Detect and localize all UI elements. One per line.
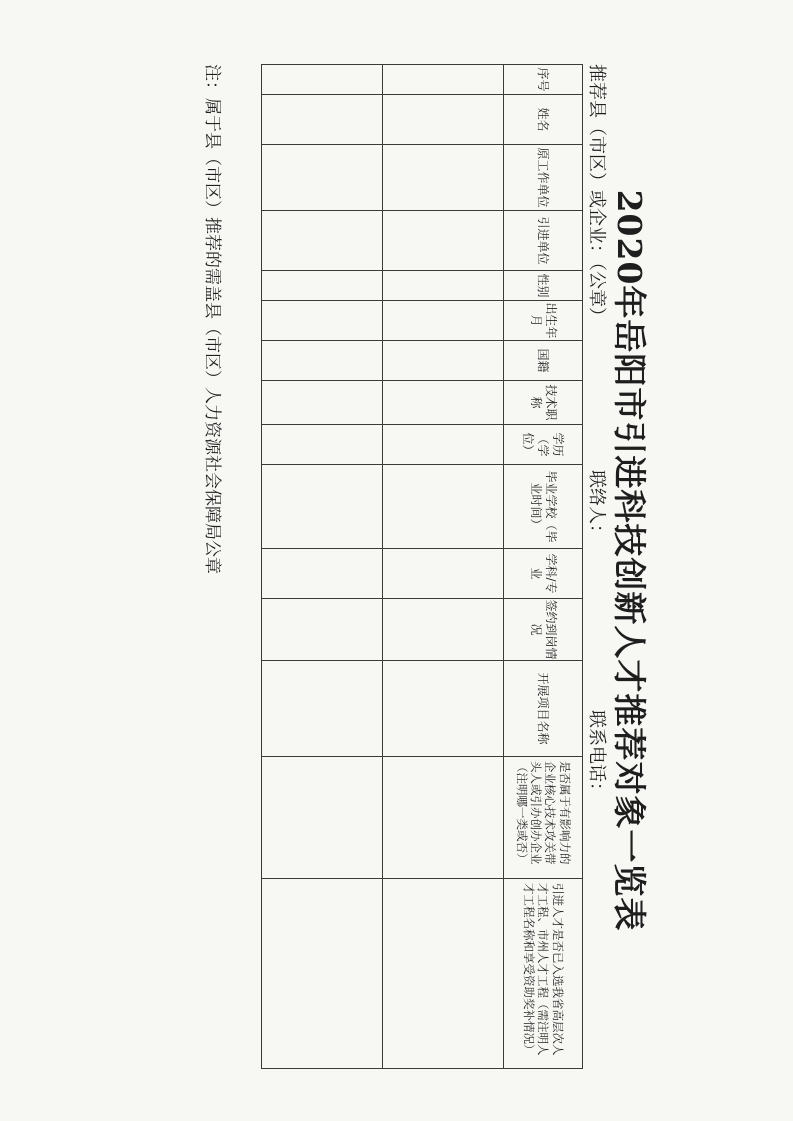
table-cell[interactable] — [262, 425, 383, 465]
table-cell[interactable] — [262, 549, 383, 599]
table-cell[interactable] — [262, 301, 383, 341]
table-cell[interactable] — [383, 271, 504, 301]
header-nationality: 国籍 — [504, 341, 583, 381]
header-hiring-unit: 引进单位 — [504, 211, 583, 271]
table-cell[interactable] — [383, 599, 504, 661]
header-education: 学历（学位） — [504, 425, 583, 465]
table-cell[interactable] — [262, 757, 383, 879]
table-cell[interactable] — [383, 661, 504, 757]
contact-person-field: 联络人： — [586, 470, 607, 542]
table-cell[interactable] — [383, 65, 504, 95]
table-cell[interactable] — [383, 549, 504, 599]
header-technical-title: 技术职称 — [504, 381, 583, 425]
document-title: 2020年岳阳市引进科技创新人才推荐对象一览表 — [610, 189, 649, 932]
header-birth-date: 出生年月 — [504, 301, 583, 341]
table-cell[interactable] — [262, 661, 383, 757]
table-row — [383, 65, 504, 1069]
table-cell[interactable] — [262, 65, 383, 95]
table-cell[interactable] — [262, 465, 383, 549]
header-graduate-school: 毕业学校（毕业时间） — [504, 465, 583, 549]
header-project-name: 开展项目名称 — [504, 661, 583, 757]
table-row — [262, 65, 383, 1069]
table-cell[interactable] — [262, 599, 383, 661]
table-cell[interactable] — [383, 145, 504, 211]
recommender-field: 推荐县（市区）或企业：（公章） — [586, 64, 607, 325]
candidate-table — [261, 64, 583, 1069]
table-cell[interactable] — [262, 211, 383, 271]
table-cell[interactable] — [383, 341, 504, 381]
header-name: 姓名 — [504, 95, 583, 145]
contact-phone-field: 联系电话： — [586, 710, 607, 800]
header-gender: 性别 — [504, 271, 583, 301]
header-core-tech-leader: 是否属于有影响力的企业核心技术攻关带头人或引办创办企业（注明哪一类或否） — [504, 757, 583, 879]
header-discipline: 学科/专业 — [504, 549, 583, 599]
footnote: 注：属于县（市区）推荐的需盖县（市区）人力资源社会保障局公章 — [202, 64, 222, 574]
table-cell[interactable] — [383, 211, 504, 271]
header-former-employer: 原工作单位 — [504, 145, 583, 211]
table-header-row — [504, 65, 583, 1069]
table-cell[interactable] — [262, 381, 383, 425]
header-signing-status: 签约到岗情况 — [504, 599, 583, 661]
table-cell[interactable] — [383, 465, 504, 549]
table-cell[interactable] — [262, 271, 383, 301]
table-cell[interactable] — [262, 145, 383, 211]
table-cell[interactable] — [262, 341, 383, 381]
table-cell[interactable] — [262, 95, 383, 145]
table-cell[interactable] — [383, 879, 504, 1069]
table-cell[interactable] — [383, 425, 504, 465]
table-cell[interactable] — [262, 879, 383, 1069]
table-cell[interactable] — [383, 381, 504, 425]
table-cell[interactable] — [383, 757, 504, 879]
header-serial: 序号 — [504, 65, 583, 95]
table-cell[interactable] — [383, 301, 504, 341]
table-cell[interactable] — [383, 95, 504, 145]
header-talent-program: 引进人才是否已入选我省高层次人才工程、市州人才工程（需注明人才工程名称和享受资助奖补情况） — [504, 879, 583, 1069]
